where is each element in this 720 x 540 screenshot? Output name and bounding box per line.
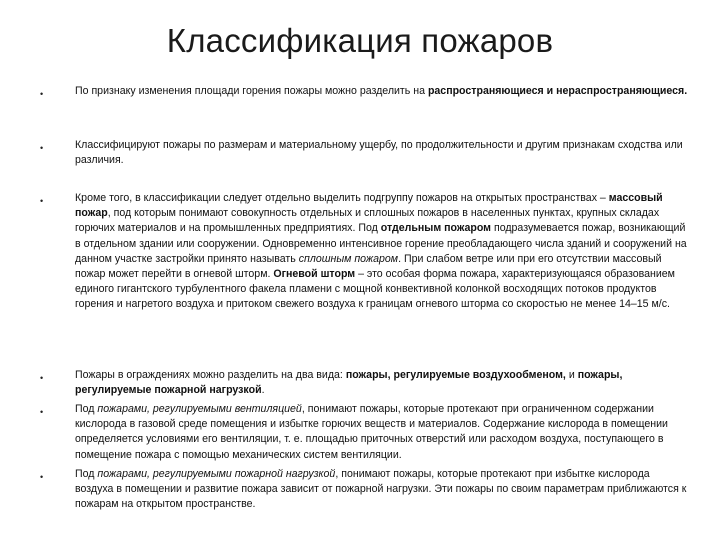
paragraph-ventilation-fires [75,402,691,463]
text-run: – это особая форма пожара, характеризующаяся образованием единого гигантского турбулентного факела пламени с мощной конвективной колонкой восходящих потоков продуктов горения и нагретого воздуха и притоком свежего воздуха к границам огневого шторма со скоростью не менее 14–15 м/с. [75,268,675,311]
term-ventilation-controlled: пожары, регулируемые воздухообменом, [345,369,566,381]
text-run: Под [75,403,98,415]
term-separate-fire: отдельным пожаром [380,222,492,235]
term-fuel-controlled: пожары, регулируемые пожарной нагрузкой [75,369,623,397]
text-run: Кроме того, в классификации следует отдельно выделить подгруппу пожаров на открытых пространствах – [75,192,609,204]
term-continuous-fire: сплошным пожаром [298,252,399,265]
bullet-6: • [40,472,44,482]
term-fire-storm: Огневой шторм [273,268,356,281]
paragraph-area-change [75,84,691,99]
text-run: По признаку изменения площади горения пожары можно разделить на [75,85,428,97]
text-run: подразумевается пожар, возникающий в отдельном здании или сооружении. Одновременно интенсивное горение преобладающего числа зданий и сооружений на данном участке застройки принято называть [75,222,687,265]
term-mass-fire: массовый пожар [75,192,663,220]
term-spreading: распространяющиеся и нераспространяющиеся. [427,85,688,97]
term-ventilation-regulated: пожарами, регулируемыми вентиляцией [97,403,302,415]
text-run: , под которым понимают совокупность отдельных и сплошных пожаров в населенных пунктах, крупных складах горючих материалов и на промышленных предприятиях. Под [75,207,660,235]
term-fuel-load-regulated: пожарами, регулируемыми пожарной нагрузкой [97,468,336,480]
text-run: Под [75,468,98,480]
paragraph-size-damage [75,138,691,168]
bullet-5: • [40,407,44,417]
paragraph-open-space-fires [75,191,691,313]
text-run: Классифицируют пожары по размерам и материальному ущербу, по продолжительности и другим признакам сходства или различия. [75,139,683,167]
paragraph-enclosure-fires [75,368,691,398]
text-run: Пожары в ограждениях можно разделить на два вида: [75,369,346,381]
bullet-4: • [40,373,44,383]
bullet-3: • [40,196,44,206]
text-run: . [261,384,265,397]
bullet-1: • [40,89,44,99]
text-run: и [565,369,578,381]
slide-title: Классификация пожаров [166,22,554,59]
bullet-2: • [40,143,44,153]
paragraph-fuel-load-fires [75,467,691,513]
text-run: . При слабом ветре или при его отсутствии массовый пожар может перейти в огневой шторм. [75,252,662,281]
text-run: , понимают пожары, которые протекают при ограниченном содержании кислорода в газовой среде помещения и избытке горючих веществ и материалов. Содержание кислорода в помещении определяется условиями его вентиляции, т. е. площадью приточных отверстий или расходом воздуха, поступающего в помещение пожара с помощью механических систем вентиляции. [75,403,668,461]
text-run: , понимают пожары, которые протекают при избытке кислорода воздуха в помещении и развитие пожара зависит от пожарной нагрузки. Эти пожары по своим параметрам приближаются к пожарам на открытом пространстве. [75,468,687,511]
